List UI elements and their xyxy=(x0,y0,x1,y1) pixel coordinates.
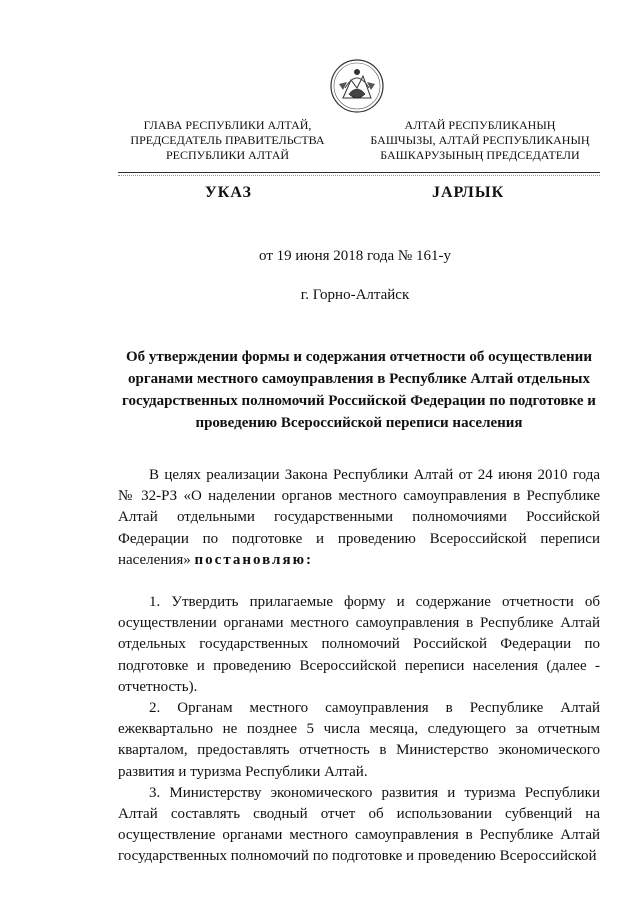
header-right-line-2: БАШЧЫЗЫ, АЛТАЙ РЕСПУБЛИКАНЫҢ xyxy=(370,133,590,147)
decree-date-number: от 19 июня 2018 года № 161-у xyxy=(259,248,451,264)
decree-city: г. Горно-Алтайск xyxy=(300,287,410,303)
item-paragraph-1: 1. Утвердить прилагаемые форму и содержание отчетности об осуществлении органами местного самоуправления в Республике Алтай отдельных государственных полномочий Российской Федерации по подготовке и проведению Всероссийской переписи населения (далее - отчетность). xyxy=(118,594,600,695)
decree-title-altai: ЈАРЛЫК xyxy=(432,184,505,201)
item-paragraph-3: 3. Министерству экономического развития и туризма Республики Алтай составлять сводный отчет об использовании субвенций на осуществление органами местного самоуправления в Республике Алтай государственных полномочий по подготовке и проведению Всероссийской xyxy=(118,784,600,865)
document-title: Об утверждении формы и содержания отчетности об осуществлении органами местного самоуправления в Республике Алтай отдельных государственных полномочий Российской Федерации по подготовке и проведению Всероссийской переписи населения xyxy=(122,349,596,431)
header-left xyxy=(120,118,335,163)
coat-of-arms-icon xyxy=(329,58,385,114)
document-body xyxy=(118,465,600,868)
item-paragraph-2: 2. Органам местного самоуправления в Республике Алтай ежеквартально не позднее 5 числа месяца, следующего за отчетным кварталом, предоставлять отчетность в Министерство экономического развития и туризма Республики Алтай. xyxy=(118,700,600,780)
preamble-emphasis: постановляю: xyxy=(194,551,314,568)
header-right-line-3: БАШКАРУЗЫНЫҢ ПРЕДСЕДАТЕЛИ xyxy=(380,148,580,162)
preamble-text: В целях реализации Закона Республики Алтай от 24 июня 2010 года № 32-РЗ «О наделении органов местного самоуправления в Республике Алтай отдельными государственными полномочиями Российской Федерации по подготовке и проведению Всероссийской переписи населения» xyxy=(118,467,600,568)
header-divider xyxy=(118,172,600,173)
header-left-line-2: ПРЕДСЕДАТЕЛЬ ПРАВИТЕЛЬСТВА xyxy=(130,133,325,147)
header-left-line-1: ГЛАВА РЕСПУБЛИКИ АЛТАЙ, xyxy=(143,118,312,132)
decree-title-russian: УКАЗ xyxy=(205,184,252,201)
header-divider-dotted xyxy=(118,175,600,176)
preamble-paragraph xyxy=(118,465,600,571)
header-left-line-3: РЕСПУБЛИКИ АЛТАЙ xyxy=(165,148,290,162)
header-right-line-1: АЛТАЙ РЕСПУБЛИКАНЫҢ xyxy=(404,118,556,132)
header-right xyxy=(360,118,600,163)
